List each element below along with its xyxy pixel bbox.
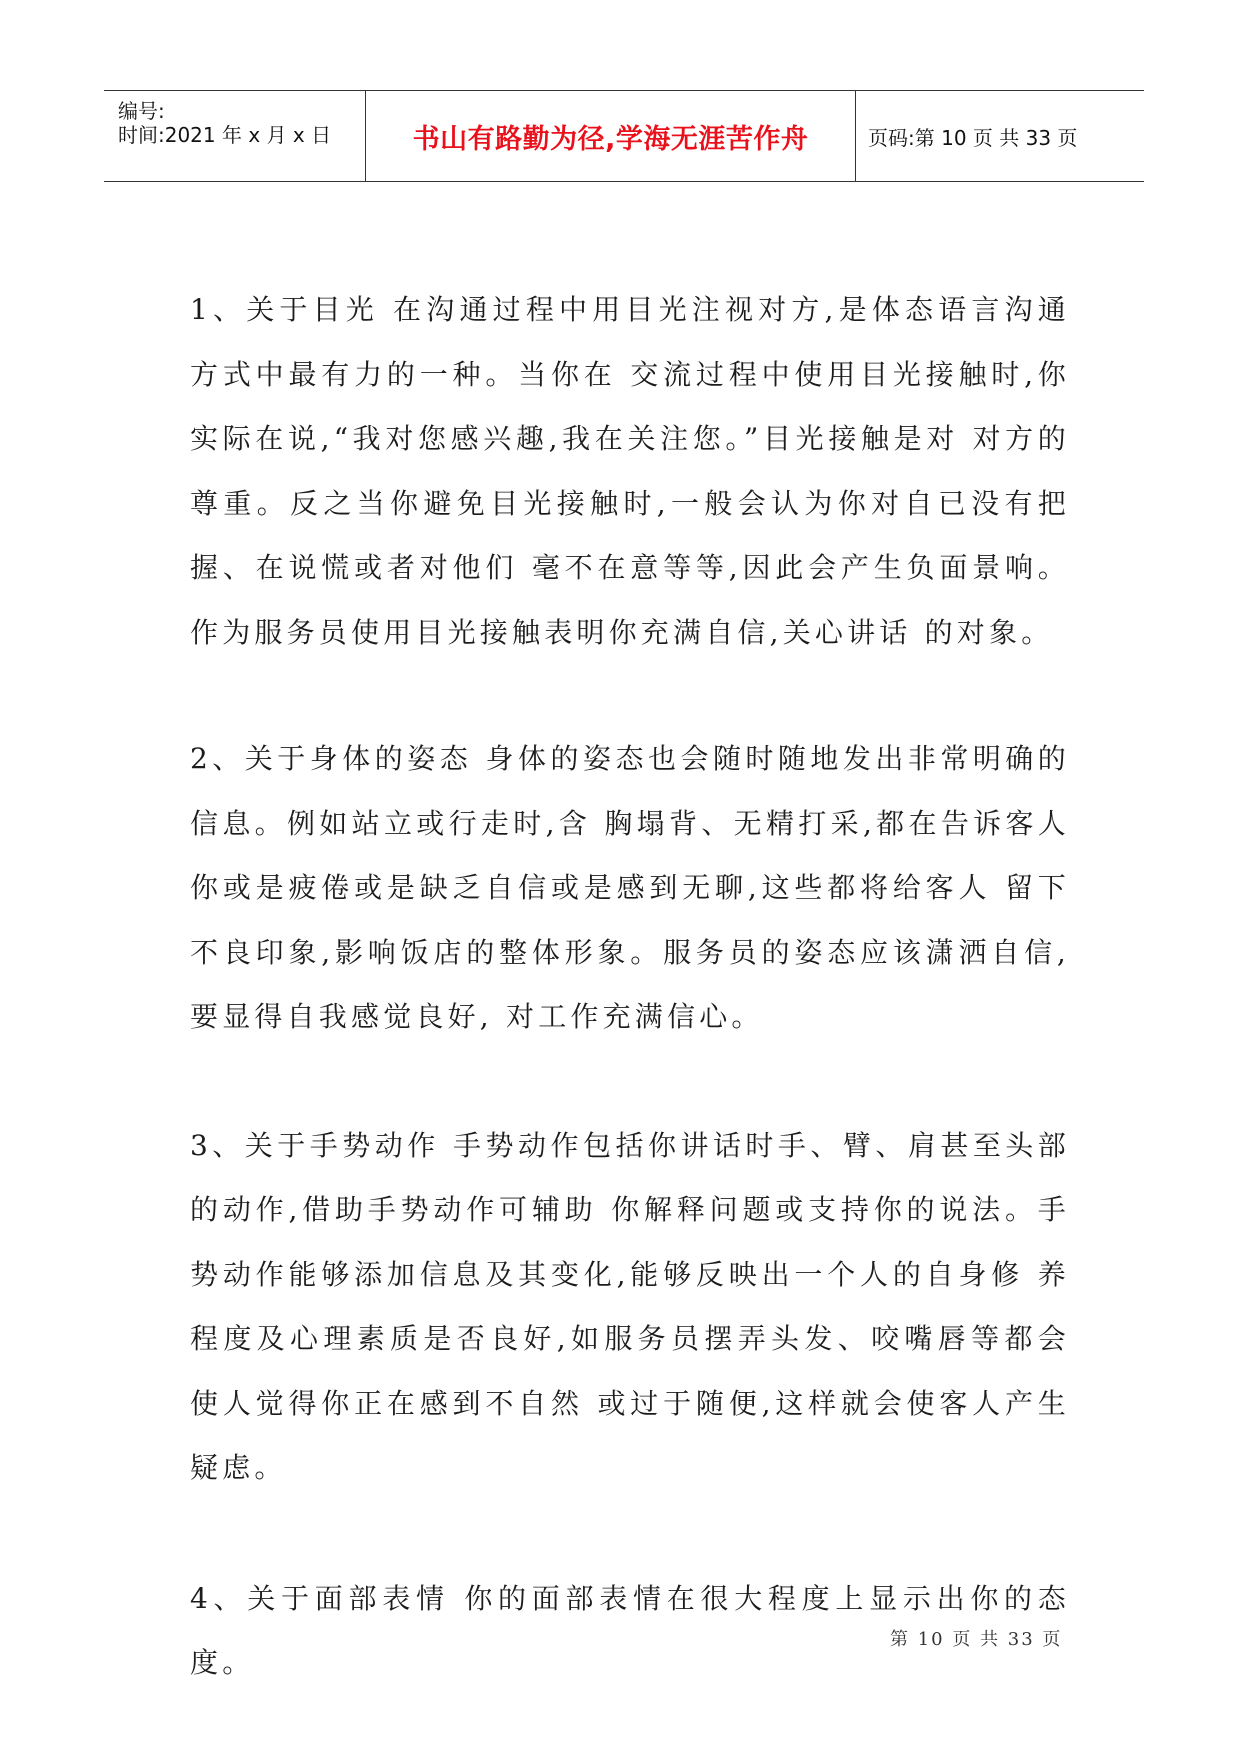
page-header [104,90,1144,182]
page-footer-number: 第 10 页 共 33 页 [890,1629,1063,1650]
header-meta-cell [104,91,366,181]
paragraph-facial-expression: 4、关于面部表情 你的面部表情在很大程度上显示出你的态度。 [190,1581,1070,1679]
paragraph-eye-contact: 1、关于目光 在沟通过程中用目光注视对方,是体态语言沟通方式中最有力的一种。当你在 交流过程中使用目光接触时,你实际在说,“我对您感兴趣,我在关注您。”目光接触是对 对方的尊重。反之当你避免目光接触时,一般会认为你对自已没有把握、在说慌或者对他们 毫不在意等等,因此会产生负面景响。作为服务员使用目光接触表明你充满自信,关心讲话 的对象。 [190,293,1070,649]
header-page-info: 页码:第 10 页 共 33 页 [868,125,1078,150]
document-body [190,278,1070,1762]
header-motto: 书山有路勤为径,学海无涯苦作舟 [366,91,856,181]
document-time-label: 时间:2021 年 x 月 x 日 [118,123,332,147]
paragraph-gestures: 3、关于手势动作 手势动作包括你讲话时手、臂、肩甚至头部的动作,借助手势动作可辅助 你解释问题或支持你的说法。手势动作能够添加信息及其变化,能够反映出一个人的自身修 养程度及心理素质是否良好,如服务员摆弄头发、咬嘴唇等都会使人觉得你正在感到不自然 或过于随便,这样就会使客人产生疑虑。 [190,1128,1070,1484]
paragraph-body-posture: 2、关于身体的姿态 身体的姿态也会随时随地发出非常明确的信息。例如站立或行走时,含 胸塌背、无精打采,都在告诉客人你或是疲倦或是缺乏自信或是感到无聊,这些都将给客人 留下不良印象,影响饭店的整体形象。服务员的姿态应该潇洒自信,要显得自我感觉良好, 对工作充满信心。 [190,742,1070,1033]
document-number-label: 编号: [118,99,165,123]
